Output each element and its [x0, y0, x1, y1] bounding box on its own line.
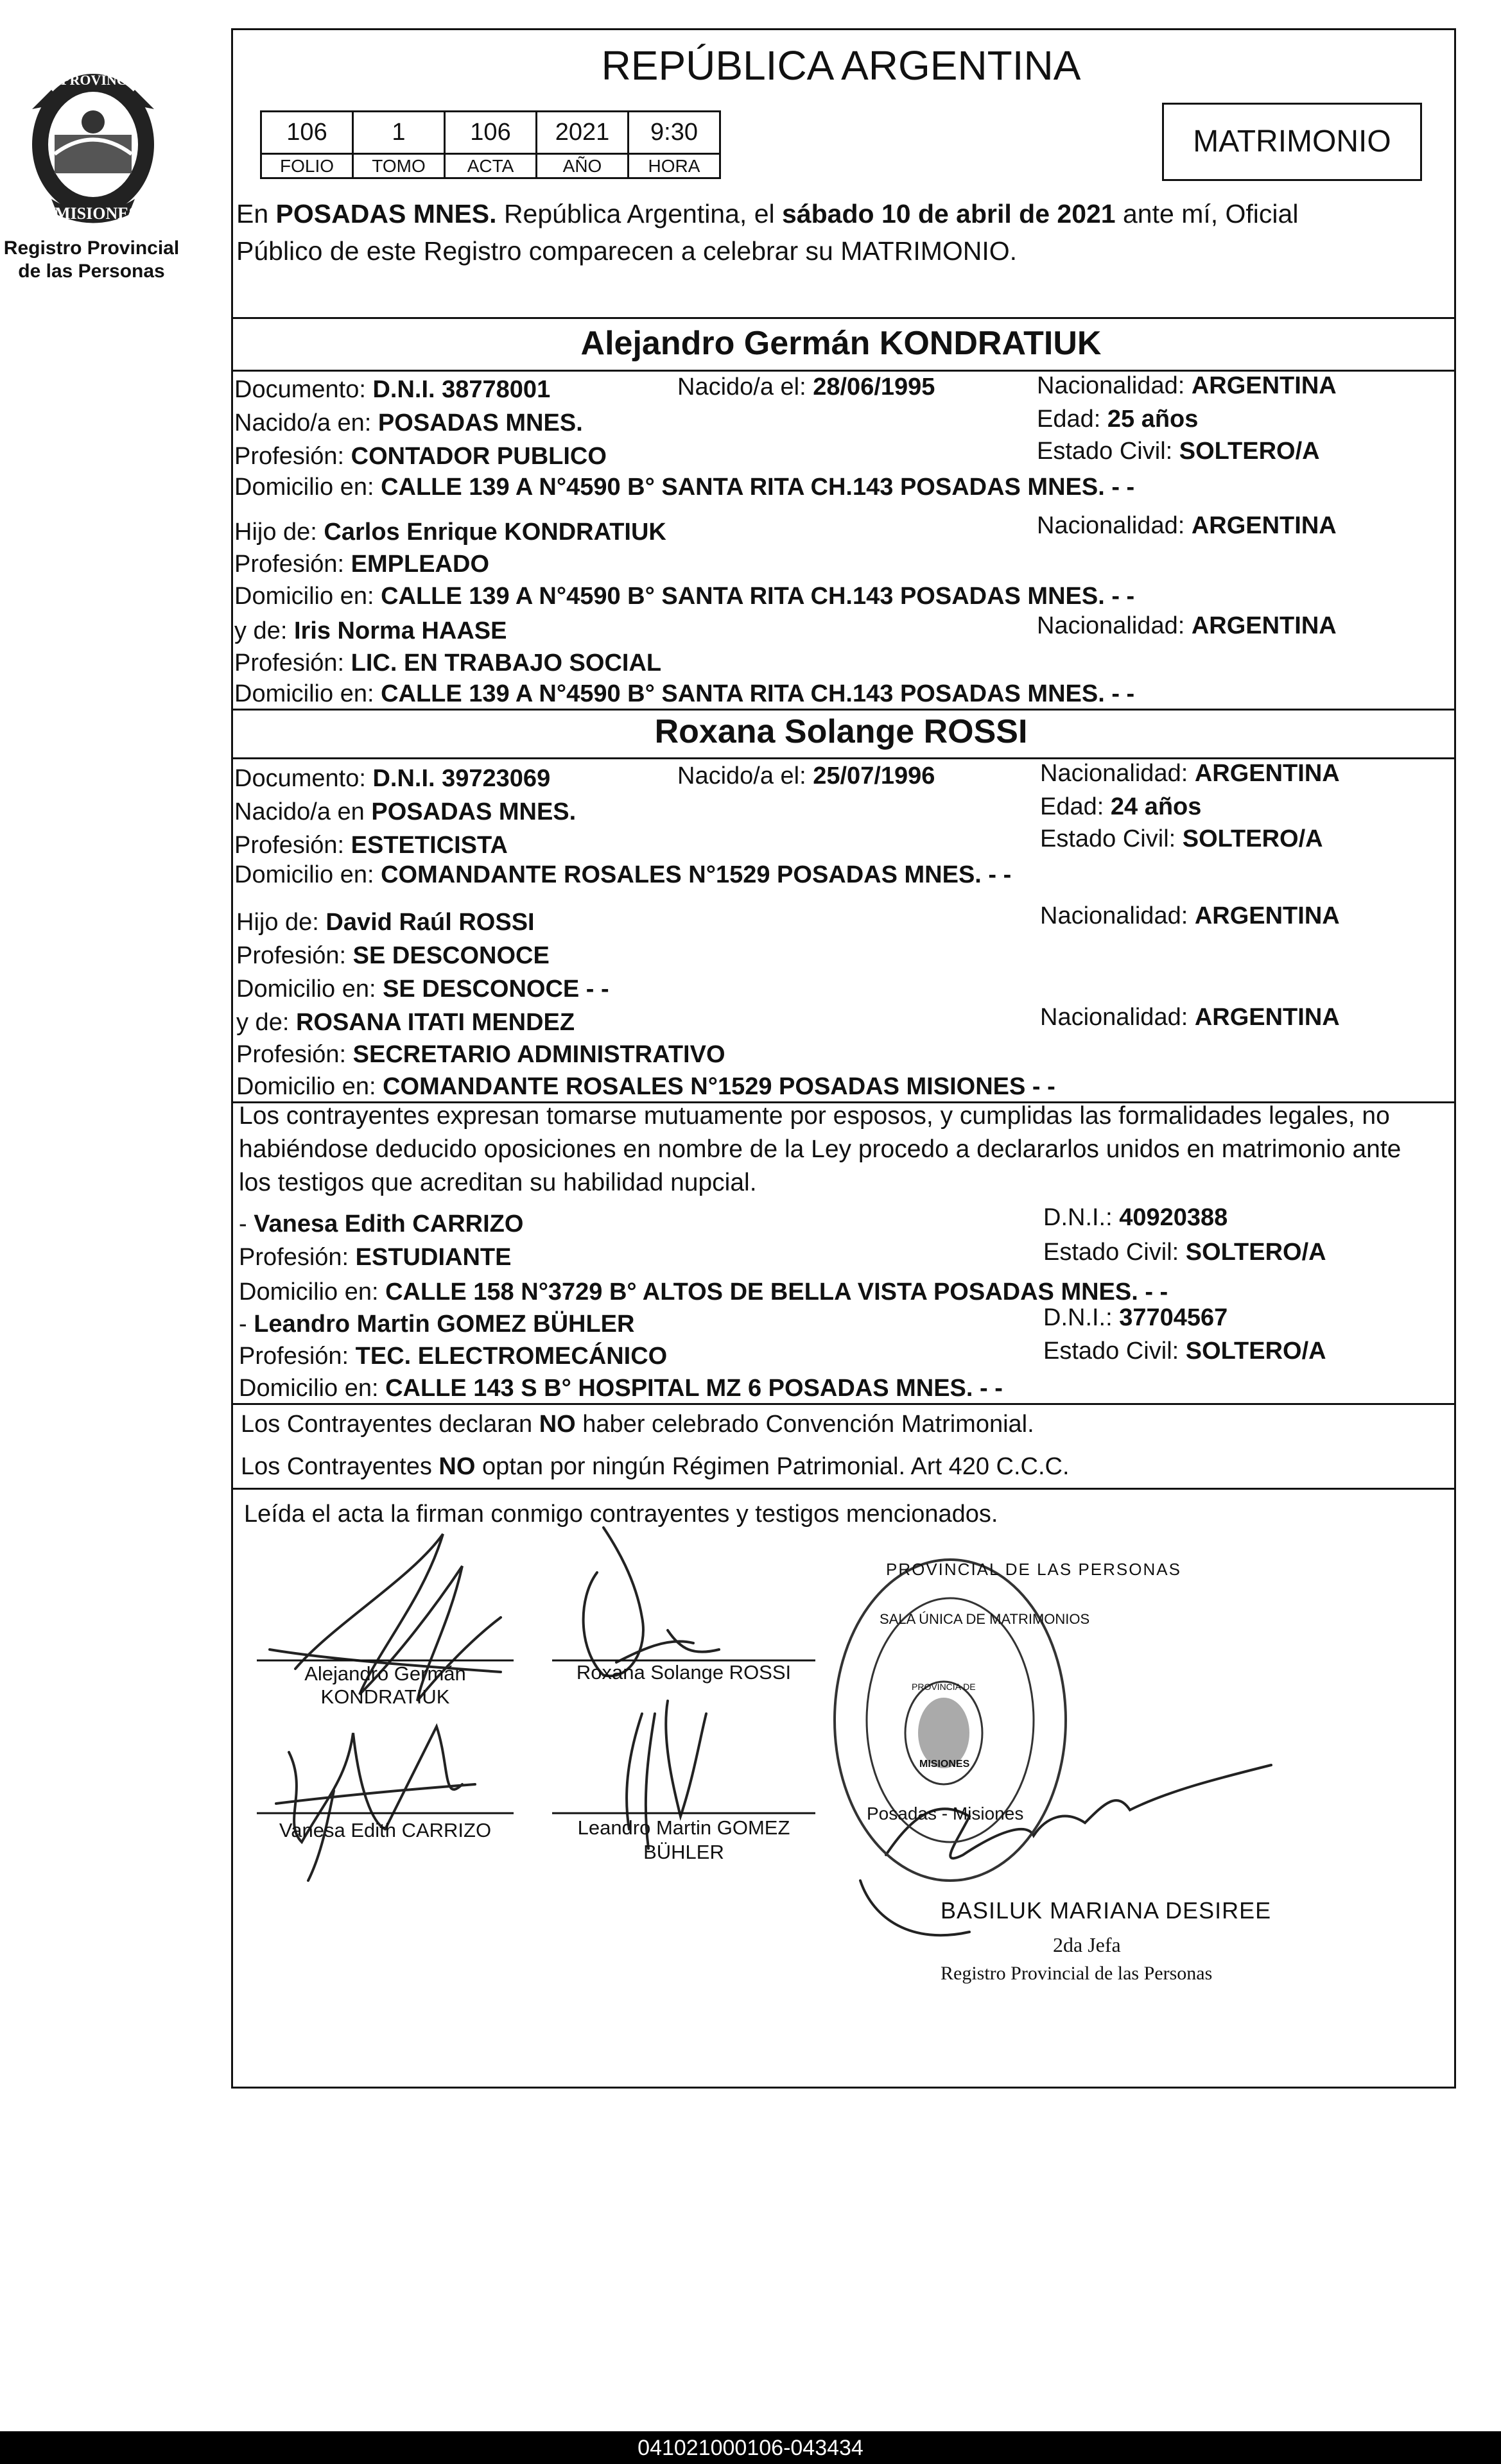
- witness-1-dni: D.N.I.: 40920388: [1043, 1204, 1228, 1231]
- groom-father-nat: Nacionalidad: ARGENTINA: [1037, 512, 1337, 539]
- folio-label: FOLIO: [261, 154, 353, 178]
- stamp-icon: [828, 1553, 1072, 1887]
- record-type-box: [1162, 103, 1422, 181]
- bride-birthplace: Nacido/a en POSADAS MNES.: [234, 798, 577, 825]
- seal-text-bottom: MISIONES: [55, 204, 139, 223]
- logo-caption-2: de las Personas: [18, 261, 165, 282]
- stamp-seal-bottom: MISIONES: [919, 1759, 970, 1770]
- record-table: [260, 110, 721, 179]
- intro-line-2: Público de este Registro comparecen a celebrar su MATRIMONIO.: [236, 236, 1018, 266]
- divider-intro: [231, 317, 1456, 319]
- convention-line-2: Los Contrayentes NO optan por ningún Régimen Patrimonial. Art 420 C.C.C.: [241, 1453, 1070, 1480]
- witness-1-name: - Vanesa Edith CARRIZO: [239, 1210, 524, 1237]
- stamp-inner-text: SALA ÚNICA DE MATRIMONIOS: [880, 1611, 1090, 1627]
- bride-father-prof: Profesión: SE DESCONOCE: [236, 942, 550, 969]
- acta-label: ACTA: [445, 154, 537, 178]
- groom-father-prof: Profesión: EMPLEADO: [234, 551, 490, 578]
- groom-mother-prof: Profesión: LIC. EN TRABAJO SOCIAL: [234, 650, 662, 676]
- groom-born: Nacido/a el: 28/06/1995: [677, 374, 935, 401]
- witness-2-name: - Leandro Martin GOMEZ BÜHLER: [239, 1311, 635, 1338]
- divider-groom: [231, 709, 1456, 711]
- groom-address: Domicilio en: CALLE 139 A N°4590 B° SANTA RITA CH.143 POSADAS MNES. - -: [234, 474, 1135, 501]
- officer-title: 2da Jefa: [1053, 1933, 1121, 1956]
- frame-right: [1454, 28, 1456, 2089]
- witness-2-prof: Profesión: TEC. ELECTROMECÁNICO: [239, 1343, 668, 1370]
- divider-convention: [231, 1488, 1456, 1490]
- groom-mother-nat: Nacionalidad: ARGENTINA: [1037, 612, 1337, 639]
- sig-witness-2-l2: BÜHLER: [643, 1841, 724, 1863]
- groom-profession: Profesión: CONTADOR PUBLICO: [234, 443, 607, 470]
- record-type: MATRIMONIO: [1193, 125, 1391, 159]
- declaration-line-3: los testigos que acreditan su habilidad nupcial.: [239, 1169, 757, 1196]
- intro-line-1: En POSADAS MNES. República Argentina, el sábado 10 de abril de 2021 ante mí, Oficial: [236, 199, 1299, 228]
- sig-witness-2-l1: Leandro Martin GOMEZ: [577, 1816, 790, 1839]
- witness-2-address: Domicilio en: CALLE 143 S B° HOSPITAL MZ 6 POSADAS MNES. - -: [239, 1375, 1003, 1402]
- witness-2-civil: Estado Civil: SOLTERO/A: [1043, 1338, 1326, 1365]
- bride-nationality: Nacionalidad: ARGENTINA: [1040, 760, 1340, 787]
- groom-father-addr: Domicilio en: CALLE 139 A N°4590 B° SANTA RITA CH.143 POSADAS MNES. - -: [234, 583, 1135, 610]
- groom-mother: y de: Iris Norma HAASE: [234, 617, 507, 644]
- groom-name: Alejandro Germán KONDRATIUK: [580, 325, 1102, 362]
- groom-civil: Estado Civil: SOLTERO/A: [1037, 438, 1320, 465]
- bride-mother-addr: Domicilio en: COMANDANTE ROSALES N°1529 POSADAS MISIONES - -: [236, 1073, 1055, 1100]
- sig-witness-1: Vanesa Edith CARRIZO: [279, 1819, 492, 1841]
- officer-name: BASILUK MARIANA DESIREE: [941, 1897, 1272, 1924]
- folio-value: 106: [261, 112, 353, 154]
- declaration-line-1: Los contrayentes expresan tomarse mutuamente por esposos, y cumplidas las formalidades legales, no: [239, 1102, 1390, 1130]
- groom-birthplace: Nacido/a en: POSADAS MNES.: [234, 409, 583, 436]
- groom-father: Hijo de: Carlos Enrique KONDRATIUK: [234, 519, 666, 546]
- page-title: REPÚBLICA ARGENTINA: [601, 42, 1081, 89]
- convention-line-1: Los Contrayentes declaran NO haber celebrado Convención Matrimonial.: [241, 1411, 1034, 1438]
- footer-code: 041021000106-043434: [638, 2436, 863, 2460]
- stamp-seal-top: PROVINCIA DE: [912, 1682, 976, 1692]
- anio-value: 2021: [537, 112, 629, 154]
- official-stamp: [828, 1553, 1072, 1887]
- acta-value: 106: [445, 112, 537, 154]
- declaration-line-2: habiéndose deducido oposiciones en nombre de la Ley procedo a declararlos unidos en matrimonio ante: [239, 1135, 1401, 1163]
- bride-mother: y de: ROSANA ITATI MENDEZ: [236, 1009, 575, 1036]
- tomo-label: TOMO: [353, 154, 445, 178]
- groom-document: Documento: D.N.I. 38778001: [234, 376, 551, 403]
- sig-bride: Roxana Solange ROSSI: [576, 1661, 792, 1684]
- logo-caption-1: Registro Provincial: [3, 237, 180, 259]
- bride-age: Edad: 24 años: [1040, 793, 1202, 820]
- sig-groom-l1: Alejandro Germán: [304, 1662, 466, 1685]
- sig-groom-l2: KONDRATIUK: [320, 1685, 450, 1708]
- bride-mother-nat: Nacionalidad: ARGENTINA: [1040, 1004, 1340, 1031]
- divider-witnesses: [231, 1403, 1456, 1405]
- bride-profession: Profesión: ESTETICISTA: [234, 832, 508, 859]
- bride-civil: Estado Civil: SOLTERO/A: [1040, 825, 1323, 852]
- frame-bottom: [231, 2087, 1456, 2089]
- bride-father: Hijo de: David Raúl ROSSI: [236, 909, 535, 936]
- officer-office: Registro Provincial de las Personas: [941, 1963, 1213, 1984]
- bride-mother-prof: Profesión: SECRETARIO ADMINISTRATIVO: [236, 1041, 725, 1068]
- groom-age: Edad: 25 años: [1037, 406, 1199, 433]
- bride-document: Documento: D.N.I. 39723069: [234, 765, 551, 792]
- witness-1-address: Domicilio en: CALLE 158 N°3729 B° ALTOS DE BELLA VISTA POSADAS MNES. - -: [239, 1279, 1168, 1305]
- hora-label: HORA: [629, 154, 720, 178]
- groom-mother-addr: Domicilio en: CALLE 139 A N°4590 B° SANTA RITA CH.143 POSADAS MNES. - -: [234, 680, 1135, 707]
- bride-father-nat: Nacionalidad: ARGENTINA: [1040, 902, 1340, 929]
- anio-label: AÑO: [537, 154, 629, 178]
- seal-text-top: PROVINCIA DE: [61, 72, 165, 88]
- bride-born: Nacido/a el: 25/07/1996: [677, 762, 935, 789]
- tomo-value: 1: [353, 112, 445, 154]
- witness-1-civil: Estado Civil: SOLTERO/A: [1043, 1239, 1326, 1266]
- frame-top: [231, 28, 1456, 30]
- bride-name: Roxana Solange ROSSI: [654, 713, 1028, 750]
- hora-value: 9:30: [629, 112, 720, 154]
- stamp-outer-text: PROVINCIAL DE LAS PERSONAS: [886, 1560, 1181, 1579]
- bride-father-addr: Domicilio en: SE DESCONOCE - -: [236, 976, 609, 1003]
- witness-2-dni: D.N.I.: 37704567: [1043, 1304, 1228, 1331]
- closing-text: Leída el acta la firman conmigo contrayentes y testigos mencionados.: [244, 1501, 998, 1528]
- stamp-bottom-text: Posadas - Misiones: [867, 1804, 1024, 1823]
- groom-nationality: Nacionalidad: ARGENTINA: [1037, 372, 1337, 399]
- witness-1-prof: Profesión: ESTUDIANTE: [239, 1244, 512, 1271]
- bride-address: Domicilio en: COMANDANTE ROSALES N°1529 POSADAS MNES. - -: [234, 861, 1012, 888]
